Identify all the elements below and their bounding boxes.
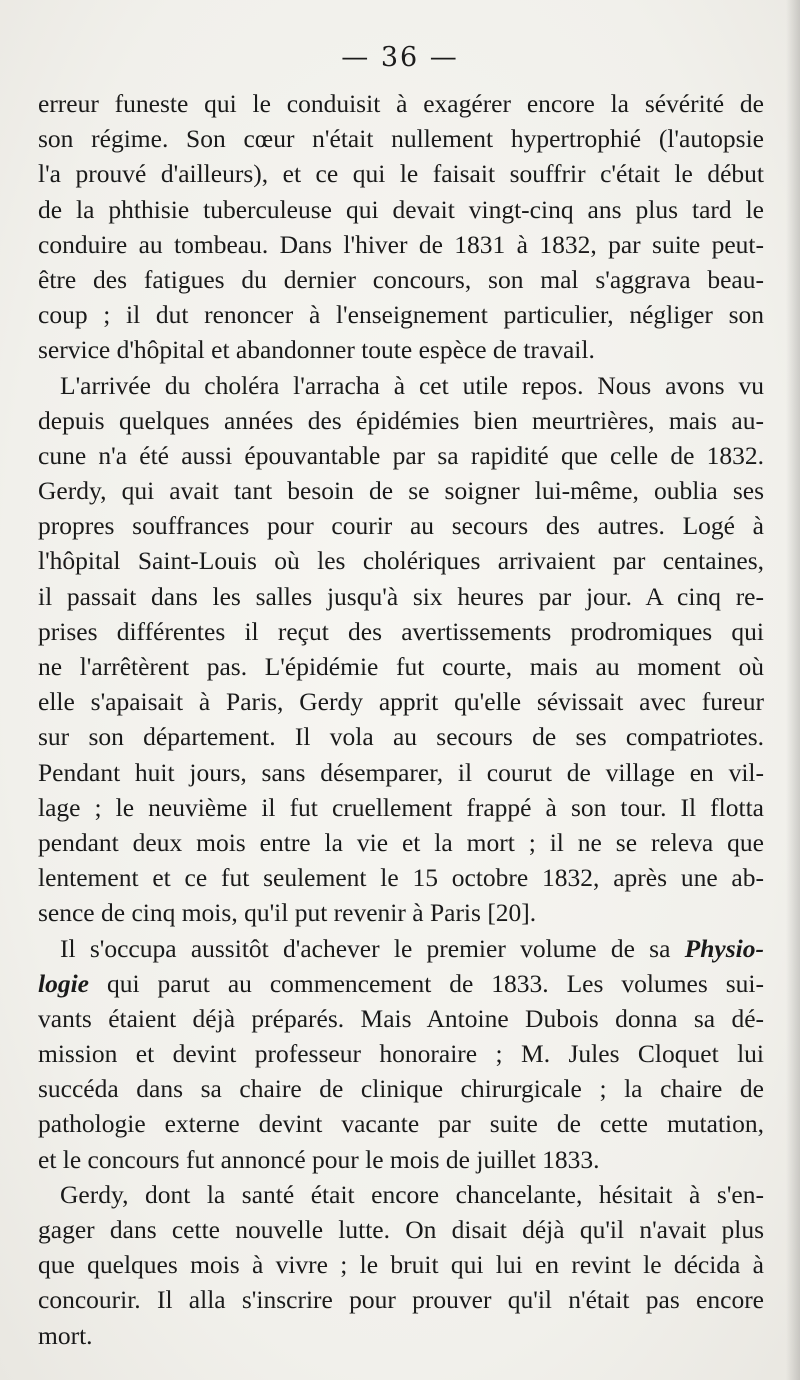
text-line (38, 966, 764, 1001)
text-line: concourir. Il alla s'inscrire pour prouver qu'il n'était pas encore (38, 1285, 764, 1315)
text-line: cune n'a été aussi épouvantable par sa rapidité que celle de 1832. (38, 440, 764, 470)
text-line: l'a prouvé d'ailleurs), et ce qui le faisait souffrir c'était le début (38, 159, 764, 189)
text-line: elle s'apaisait à Paris, Gerdy apprit qu'elle sévissait avec fureur (38, 687, 764, 717)
text-line: Gerdy, dont la santé était encore chancelante, hésitait à s'en- (60, 1179, 764, 1209)
text-line: L'arrivée du choléra l'arracha à cet utile repos. Nous avons vu (60, 370, 764, 400)
text-line: depuis quelques années des épidémies bien meurtrières, mais au- (38, 405, 764, 435)
text-line: de la phthisie tuberculeuse qui devait vingt-cinq ans plus tard le (38, 194, 764, 224)
text-line: et le concours fut annoncé pour le mois de juillet 1833. (38, 1144, 600, 1174)
text-line: lage ; le neuvième il fut cruellement frappé à son tour. Il flotta (38, 792, 764, 822)
text-line: propres souffrances pour courir au secours des autres. Logé à (38, 511, 764, 541)
page-edge-shadow (786, 0, 800, 1380)
text-run: Il s'occupa aussitôt d'achever le premier volume de sa (60, 933, 685, 963)
text-line: son régime. Son cœur n'était nullement hypertrophié (l'autopsie (38, 124, 764, 154)
text-line: service d'hôpital et abandonner toute espèce de travail. (38, 335, 595, 365)
body-text (38, 86, 764, 1353)
text-line: ne l'arrêtèrent pas. L'épidémie fut courte, mais au moment où (38, 652, 764, 681)
text-line: erreur funeste qui le conduisit à exagérer encore la sévérité de (38, 89, 764, 118)
text-line: gager dans cette nouvelle lutte. On disait déjà qu'il n'avait plus (38, 1215, 764, 1244)
text-line: vants étaient déjà préparés. Mais Antoine Dubois donna sa dé- (38, 1003, 764, 1033)
paragraph-2 (38, 368, 764, 931)
page-number: — 36 — (341, 42, 459, 73)
text-run: qui parut au commencement de 1833. Les volumes sui- (89, 968, 764, 998)
text-line: prises différentes il reçut des avertissements prodromiques qui (38, 616, 764, 646)
text-line: sur son département. Il vola au secours de ses compatriotes. (38, 722, 764, 752)
text-line: que quelques mois à vivre ; le bruit qui lui en revint le décida à (38, 1250, 764, 1280)
text-line: lentement et ce fut seulement le 15 octobre 1832, après une ab- (38, 863, 764, 893)
text-line: Gerdy, qui avait tant besoin de se soigner lui-même, oublia ses (38, 476, 764, 506)
text-line: mission et devint professeur honoraire ; M. Jules Cloquet lui (38, 1039, 764, 1069)
text-line: il passait dans les salles jusqu'à six heures par jour. A cinq re- (38, 581, 764, 611)
book-title-italic: Physio- (684, 933, 764, 963)
text-line: être des fatigues du dernier concours, son mal s'aggrava beau- (38, 264, 764, 294)
text-line: l'hôpital Saint-Louis où les cholériques arrivaient par centaines, (38, 546, 764, 576)
text-line (38, 931, 764, 966)
text-line: coup ; il dut renoncer à l'enseignement particulier, négliger son (38, 300, 764, 330)
book-title-italic: logie (38, 968, 89, 998)
paragraph-3 (38, 931, 764, 1177)
text-line: sence de cinq mois, qu'il put revenir à Paris [20]. (38, 898, 537, 928)
text-line: mort. (38, 1320, 93, 1350)
text-line: pendant deux mois entre la vie et la mort ; il ne se releva que (38, 827, 764, 857)
text-line: pathologie externe devint vacante par suite de cette mutation, (38, 1109, 764, 1139)
text-line: Pendant huit jours, sans désemparer, il courut de village en vil- (38, 757, 764, 787)
paragraph-1 (38, 86, 764, 368)
text-line: conduire au tombeau. Dans l'hiver de 1831 à 1832, par suite peut- (38, 229, 764, 259)
text-line: succéda dans sa chaire de clinique chirurgicale ; la chaire de (38, 1074, 764, 1104)
paragraph-4 (38, 1177, 764, 1353)
